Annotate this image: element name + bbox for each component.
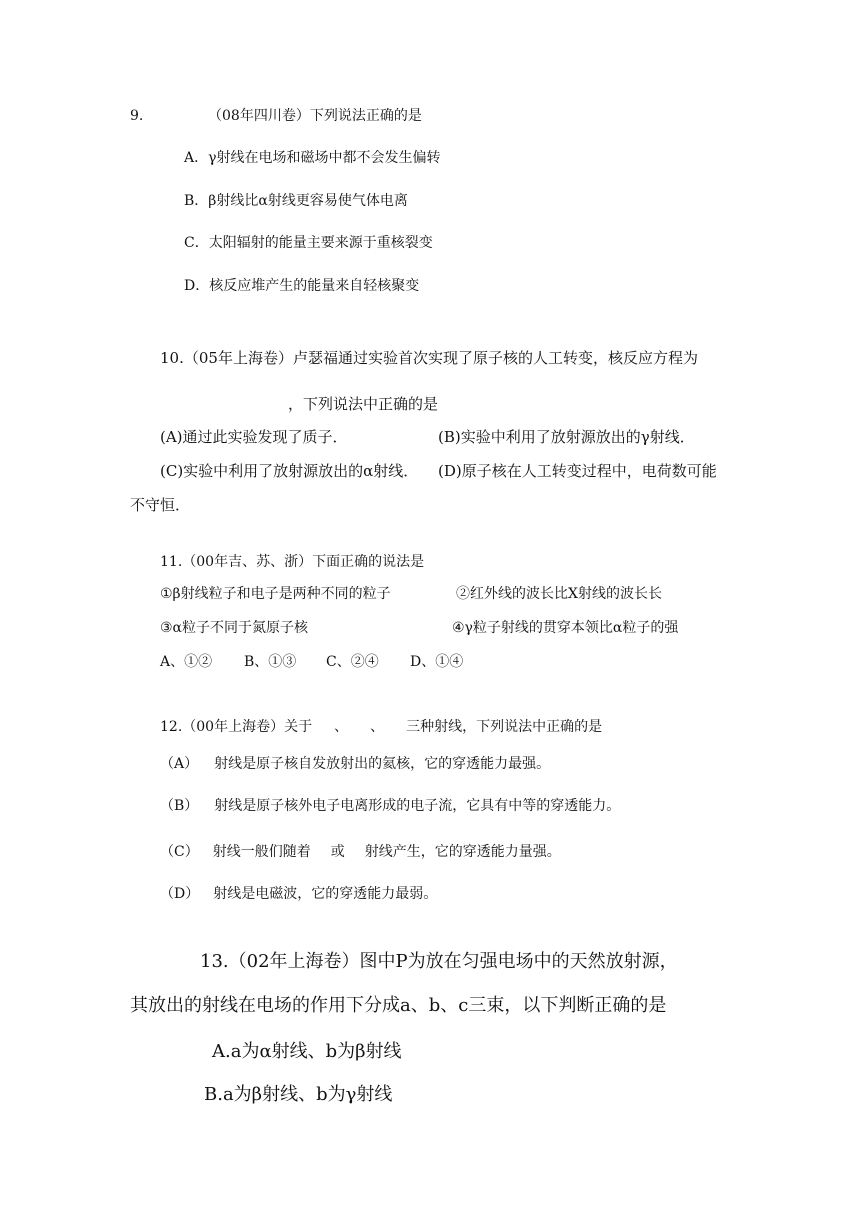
- q10-option-d-continuation: 不守恒．: [130, 496, 191, 514]
- q12-option-c: [160, 842, 561, 862]
- q12-option-c-text-3: 射线产生，它的穿透能力量强。: [364, 844, 561, 860]
- q12-stem-part-2: 、: [334, 719, 349, 735]
- q12-option-b-text: 射线是原子核外电子电离形成的电子流，它具有中等的穿透能力。: [214, 798, 621, 814]
- q13-option-b: B.a为β射线、b为γ射线: [204, 1084, 393, 1105]
- q11-choice-d: D、①④: [410, 654, 464, 670]
- q13-stem-line-1: 13.（02年上海卷）图中P为放在匀强电场中的天然放射源，: [200, 951, 678, 972]
- q11-statement-2: ②红外线的波长比X射线的波长长: [456, 586, 662, 602]
- q10-option-a: (A)通过此实验发现了质子．: [160, 428, 348, 446]
- q11-choice-a: A、①②: [160, 654, 213, 670]
- q10-stem: 10.（05年上海卷）卢瑟福通过实验首次实现了原子核的人工转变，核反应方程为: [160, 349, 698, 367]
- q12-option-c-text-1: 射线一般们随着: [212, 844, 311, 860]
- q12-option-c-text-2: 或: [330, 844, 345, 860]
- q12-option-c-label: （C）: [160, 844, 199, 860]
- q12-option-a-text: 射线是原子核自发放射出的氦核，它的穿透能力最强。: [214, 756, 551, 772]
- q12-option-b: [160, 796, 620, 816]
- q12-stem-part-4: 三种射线，下列说法中正确的是: [406, 719, 603, 735]
- q12-option-d-text: 射线是电磁波，它的穿透能力最弱。: [213, 886, 438, 902]
- q9-option-b: B．β射线比α射线更容易使气体电离: [184, 193, 408, 209]
- q12-option-b-label: （B）: [160, 798, 199, 814]
- q13-stem-line-2: 其放出的射线在电场的作用下分成a、b、c三束，以下判断正确的是: [130, 995, 667, 1016]
- q12-stem-part-3: 、: [370, 719, 385, 735]
- q9-option-a: A．γ射线在电场和磁场中都不会发生偏转: [184, 150, 441, 166]
- q10-option-d: (D)原子核在人工转变过程中，电荷数可能: [438, 462, 717, 480]
- q12-option-d: [160, 884, 437, 904]
- q12-option-a: [160, 754, 550, 774]
- q12-stem-part-1: 12.（00年上海卷）关于: [160, 719, 313, 735]
- q12-option-a-label: （A）: [160, 756, 199, 772]
- q11-statement-1: ①β射线粒子和电子是两种不同的粒子: [160, 586, 391, 602]
- q12-option-d-label: （D）: [160, 886, 200, 902]
- q11-statement-3: ③α粒子不同于氮原子核: [160, 620, 309, 636]
- q10-option-b: (B)实验中利用了放射源放出的γ射线．: [438, 428, 695, 446]
- q11-choice-b: B、①③: [244, 654, 297, 670]
- q9-number: 9.: [130, 108, 144, 124]
- q13-option-a: A.a为α射线、b为β射线: [212, 1041, 402, 1062]
- q10-stem-continuation: ，下列说法中正确的是: [288, 395, 439, 413]
- q11-choice-c: C、②④: [326, 654, 379, 670]
- q9-option-c: C．太阳辐射的能量主要来源于重核裂变: [184, 235, 433, 251]
- q11-statement-4: ④γ粒子射线的贯穿本领比α粒子的强: [452, 620, 679, 636]
- q11-stem: 11.（00年吉、苏、浙）下面正确的说法是: [160, 554, 425, 570]
- q12-stem: [160, 717, 602, 737]
- q9-stem: （08年四川卷）下列说法正确的是: [208, 108, 422, 124]
- q9-option-d: D．核反应堆产生的能量来自轻核聚变: [184, 278, 420, 294]
- q10-option-c: (C)实验中利用了放射源放出的α射线．: [160, 462, 419, 480]
